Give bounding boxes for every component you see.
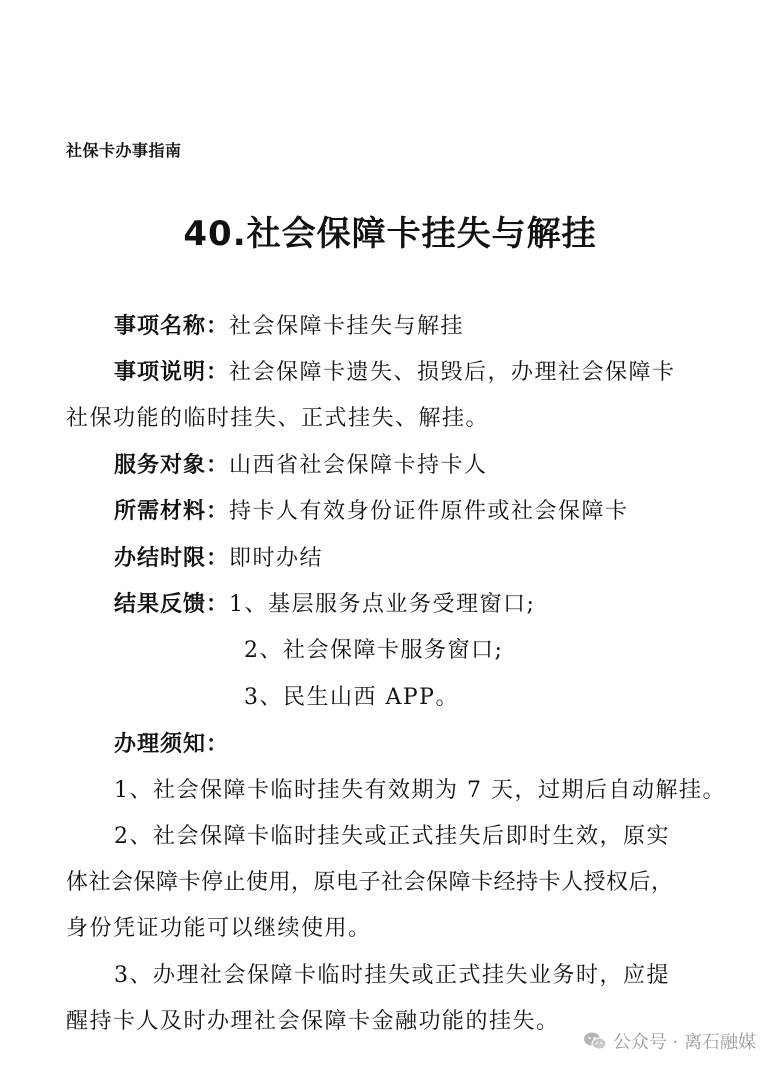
item-description-line2: 社保功能的临时挂失、正式挂失、解挂。 — [66, 406, 490, 431]
item-name — [114, 309, 464, 340]
notice-paragraph-1: 1、社会保障卡临时挂失有效期为 7 天，过期后自动解挂。 — [114, 778, 726, 803]
item-materials-value: 持卡人有效身份证件原件或社会保障卡 — [229, 499, 629, 524]
item-feedback-label: 结果反馈： — [114, 592, 230, 617]
notice-paragraph-2-line1: 2、社会保障卡临时挂失或正式挂失后即时生效，原实 — [114, 824, 670, 849]
item-target-label: 服务对象： — [114, 453, 230, 478]
page-title: 40.社会保障卡挂失与解挂 — [183, 214, 597, 254]
wechat-icon — [583, 1031, 607, 1051]
item-feedback — [114, 587, 535, 618]
feedback-option: 1、基层服务点业务受理窗口; — [229, 592, 536, 617]
watermark — [583, 1028, 756, 1054]
item-description-label: 事项说明： — [114, 360, 230, 385]
notice-paragraph-3-line2: 醒持卡人及时办理社会保障卡金融功能的挂失。 — [66, 1009, 560, 1034]
item-materials — [114, 494, 629, 525]
notice-paragraph-2-line3: 身份凭证功能可以继续使用。 — [66, 916, 372, 941]
notice-heading: 办理须知： — [114, 732, 230, 757]
item-description-line1: 社会保障卡遗失、损毁后，办理社会保障卡 — [229, 360, 676, 385]
item-name-value: 社会保障卡挂失与解挂 — [229, 314, 465, 339]
item-description — [114, 355, 676, 386]
item-time-limit — [114, 541, 323, 572]
item-time-limit-label: 办结时限： — [114, 546, 230, 571]
item-target-value: 山西省社会保障卡持卡人 — [229, 453, 488, 478]
feedback-option: 2、社会保障卡服务窗口; — [244, 638, 504, 663]
item-materials-label: 所需材料： — [114, 499, 230, 524]
item-time-limit-value: 即时办结 — [229, 546, 324, 571]
notice-paragraph-3-line1: 3、办理社会保障卡临时挂失或正式挂失业务时，应提 — [114, 963, 670, 988]
notice-paragraph-2-line2: 体社会保障卡停止使用，原电子社会保障卡经持卡人授权后， — [66, 870, 674, 895]
watermark-text: 公众号 · 离石融媒 — [612, 1032, 756, 1053]
item-name-label: 事项名称： — [114, 314, 230, 339]
item-target — [114, 448, 488, 479]
header-label: 社保卡办事指南 — [66, 141, 182, 160]
feedback-option: 3、民生山西 APP。 — [244, 685, 459, 710]
